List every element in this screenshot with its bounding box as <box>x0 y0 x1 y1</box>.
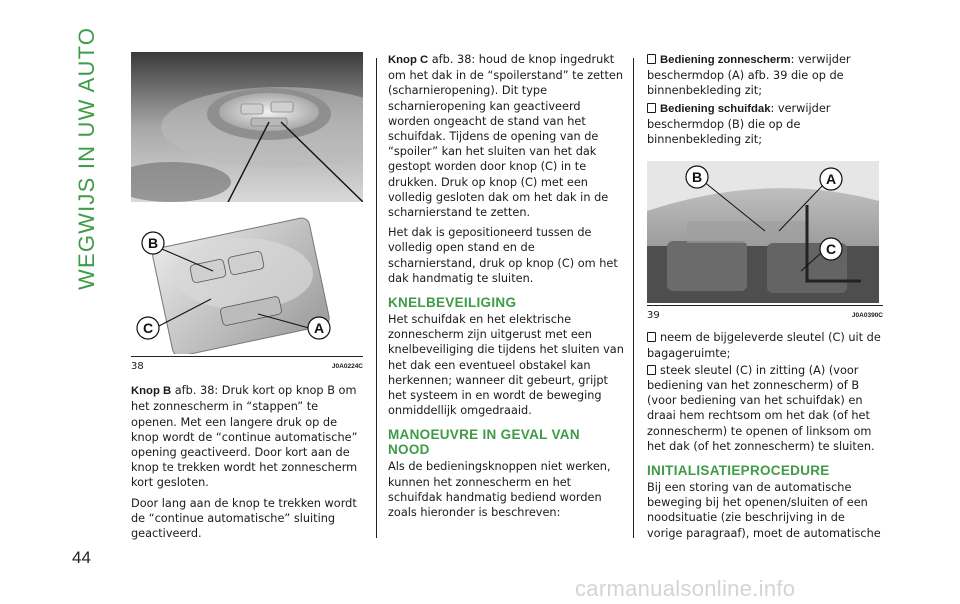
figure-39-illustration <box>647 161 879 303</box>
checkbox-bullet-icon <box>647 332 656 342</box>
knop-b-label: Knop B <box>131 385 172 398</box>
column-3 <box>647 52 883 546</box>
knop-b-text: afb. 38: Druk kort op knop B om het zonnescherm in “stappen” te openen. Met een langere druk op de knop wordt de “continue automatische” opening geactiveerd. Door kort aan de knop te trekken wordt het zonnescherm kort gesloten. <box>131 384 358 490</box>
checkbox-bullet-icon <box>647 54 656 64</box>
figure-39-caption <box>647 305 883 323</box>
paragraph: Als de bedieningsknoppen niet werken, kunnen het zonnescherm en het schuifdak handmatig bediend worden zoals hieronder is beschreven: <box>388 460 611 520</box>
item-label: Bediening schuifdak <box>660 102 771 115</box>
callout-a-label: A <box>825 171 837 188</box>
list-item <box>647 330 883 360</box>
callout-b-label: B <box>147 235 159 251</box>
column-divider <box>376 58 377 538</box>
list-item <box>647 363 883 454</box>
figure-39-code: J0A0390C <box>851 312 883 320</box>
page-number: 44 <box>72 548 91 567</box>
item-text: : verwijder beschermdop (A) afb. 39 die op de binnenbekleding zit; <box>647 53 851 98</box>
figure-38 <box>131 52 363 354</box>
figure-38-caption <box>131 356 363 374</box>
section-title: WEGWIJS IN UW AUTO <box>74 26 99 290</box>
paragraph: Bij een storing van de automatische beweging bij het openen/sluiten of een noodsituatie (zie beschrijving in de vorige paragraaf), moet de automatische <box>647 481 881 540</box>
column-1 <box>131 52 363 546</box>
watermark: carmanualsonline.info <box>575 576 796 601</box>
heading-manoeuvre-nood: MANOEUVRE IN GEVAL VAN NOOD <box>388 427 580 458</box>
figure-38-illustration <box>131 52 363 354</box>
knop-b-paragraph <box>131 383 363 490</box>
figure-39-number: 39 <box>647 310 660 322</box>
figure-38-code: J0A0224C <box>331 363 363 370</box>
list-item <box>647 101 883 148</box>
knop-c-paragraph <box>388 52 624 220</box>
callout-c-label: C <box>825 241 837 258</box>
knop-c-label: Knop C <box>388 54 429 66</box>
item-text: : verwijder beschermdop (B) die op de binnenbekleding zit; <box>647 101 831 147</box>
column-2 <box>388 52 624 525</box>
paragraph: Door lang aan de knop te trekken wordt de “continue automatische” sluiting geactiveerd. <box>131 496 357 541</box>
column-divider <box>633 58 634 538</box>
list-item <box>647 52 883 99</box>
callout-a-label: A <box>313 320 325 336</box>
callout-b-label: B <box>691 169 703 186</box>
heading-initialisatieprocedure: INITIALISATIEPROCEDURE <box>647 463 830 479</box>
checkbox-bullet-icon <box>647 103 656 113</box>
item-text: steek sleutel (C) in zitting (A) (voor bediening van het zonnescherm) of B (voor bediening van het schuifdak) en draai hem rechtsom om het dak (of het zonnescherm) te openen of linksom om het dak (of het zonnescherm) te sluiten. <box>647 363 875 453</box>
knop-c-text: afb. 38: houd de knop ingedrukt om het dak in de “spoilerstand” te zetten (scharnieropening). Dit type scharnieropening kan geactiveerd worden ongeacht de stand van het schuifdak. Tijdens de opening van de “spoiler” kan het sluiten van het dak gestopt worden door knop (C) in te drukken. Druk op knop (C) met een volledig gesloten dak om het dak in de scharnierstand te zetten. <box>388 53 623 220</box>
item-label: Bediening zonnescherm <box>660 54 791 66</box>
paragraph: Het schuifdak en het elektrische zonnescherm zijn uitgerust met een knelbeveiliging die tijdens het sluiten van het dak een eventueel obstakel kan herkennen; wanneer dit gebeurt, grijpt het systeem in en wordt de beweging onmiddellijk omgedraaid. <box>388 313 624 418</box>
checkbox-bullet-icon <box>647 365 656 375</box>
callout-c-label: C <box>142 320 154 336</box>
paragraph: Het dak is gepositioneerd tussen de volledig open stand en de scharnierstand, druk op knop (C) om het dak handmatig te sluiten. <box>388 226 618 285</box>
figure-38-number: 38 <box>131 361 144 372</box>
item-text: neem de bijgeleverde sleutel (C) uit de bagageruimte; <box>647 331 881 360</box>
heading-knelbeveiliging: KNELBEVEILIGING <box>388 295 517 311</box>
figure-39 <box>647 161 879 303</box>
